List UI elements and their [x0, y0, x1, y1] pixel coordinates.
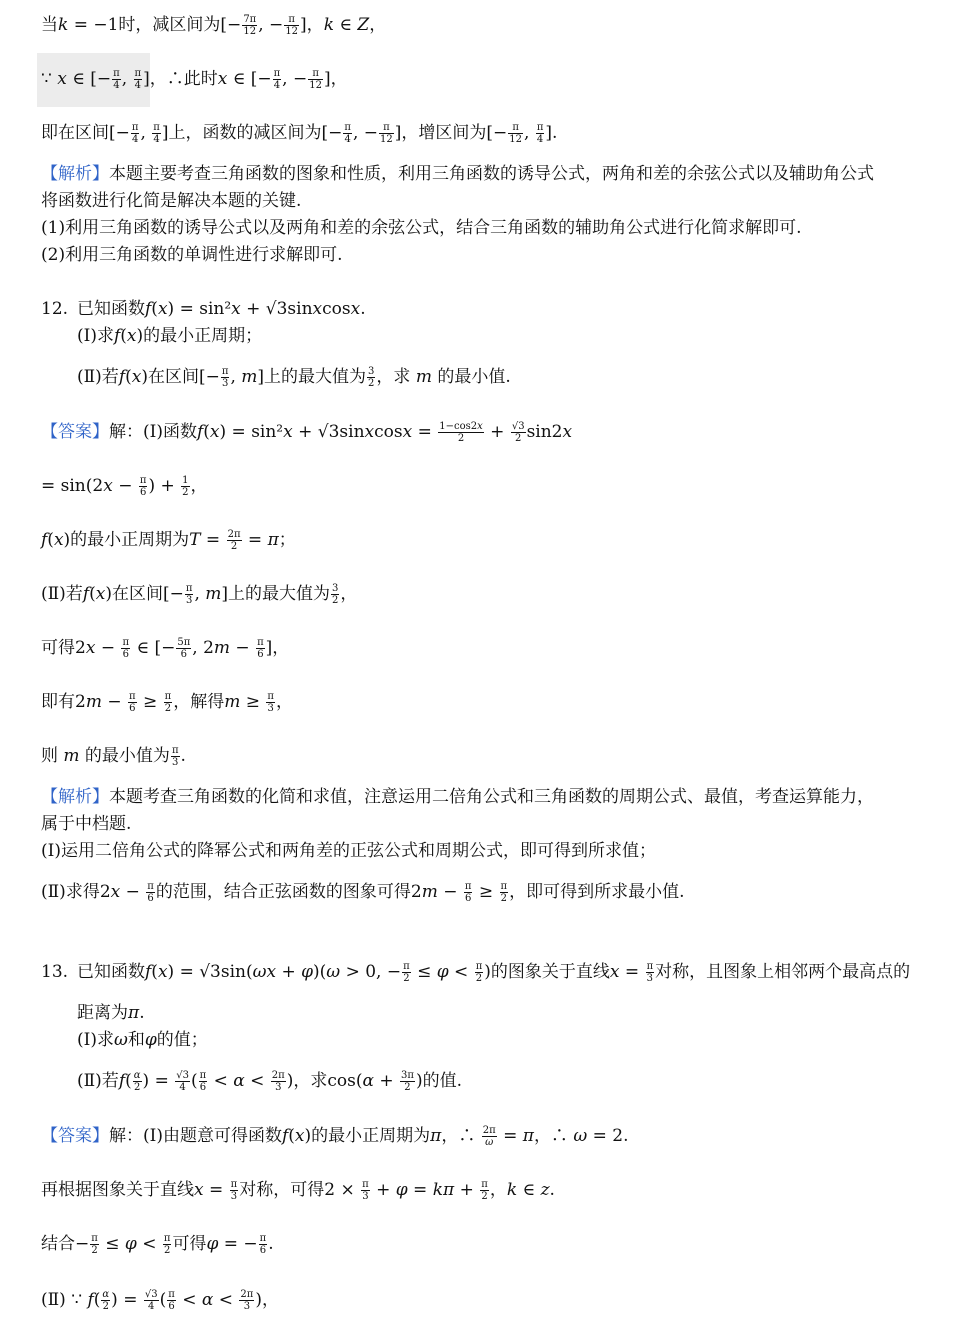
answer-line: 再根据图象关于直线x = $\frac{\pi}{3}$ 对称，可得2 × $\frac{\pi}{3}$ + φ = kπ + $\frac{\pi}{2}$ ，k ∈ z.: [41, 1179, 555, 1202]
analysis-line: [41, 162, 874, 186]
answer-line: 可得2x − $\frac{\pi}{6}$ ∈ [− $\frac{5\pi}{6}$ , 2m − $\frac{\pi}{6}$ ]，: [41, 637, 290, 660]
answer-line: = sin(2x − $\frac{\pi}{6}$ ) + $\frac{1}{2}$ ，: [41, 475, 208, 498]
analysis-line: (Ⅱ)求得2x − $\frac{\pi}{6}$ 的范围，结合正弦函数的图象可得2m − $\frac{\pi}{6}$ ≥ $\frac{\pi}{2}$ ，即可得到所求最小值.: [41, 881, 685, 904]
question-13-stem: 距离为π.: [77, 1003, 145, 1023]
question-13-stem: 13. 已知函数f(x) = √3sin(ωx + φ)(ω > 0, − $\frac{\pi}{2}$ ≤ φ < $\frac{\pi}{2}$ )的图象关于直线x = $\frac{\pi}{3}$ 对称，且图象上相邻两个最高点的: [41, 961, 911, 984]
answer-line: (Ⅱ) ∵ f( $\frac{\alpha}{2}$ ) = $\frac{√3}{4}$ ( $\frac{\pi}{6}$ < α < $\frac{2\pi}{3}$ )，: [41, 1289, 279, 1312]
answer-tag: 【答案】: [41, 422, 109, 442]
answer-line: 即有2m − $\frac{\pi}{6}$ ≥ $\frac{\pi}{2}$ ，解得m ≥ $\frac{\pi}{3}$ ，: [41, 691, 293, 714]
analysis-line: (1)利用三角函数的诱导公式以及两角和差的余弦公式，结合三角函数的辅助角公式进行化简求解即可.: [41, 218, 802, 238]
analysis-tag: 【解析】: [41, 164, 109, 184]
question-12-stem: 12. 已知函数f(x) = sin²x + √3sinxcosx.: [41, 299, 366, 319]
answer-line: f(x)的最小正周期为T = $\frac{2\pi}{2}$ = π；: [41, 529, 296, 552]
question-12-part-1: (Ⅰ)求f(x)的最小正周期；: [77, 326, 263, 346]
answer-line: (Ⅱ)若f(x)在区间[− $\frac{\pi}{3}$ , m]上的最大值为 $\frac{3}{2}$ ，: [41, 583, 358, 606]
analysis-tag: 【解析】: [41, 787, 109, 807]
question-13-part-2: (Ⅱ)若f( $\frac{\alpha}{2}$ ) = $\frac{√3}{4}$ ( $\frac{\pi}{6}$ < α < $\frac{2\pi}{3}$ )，求cos(α + $\frac{3\pi}{2}$ )的值.: [77, 1070, 462, 1093]
text-line: 当k = −1时，减区间为[− $\frac{7\pi}{12}$ , − $\frac{\pi}{12}$ ]，k ∈ Z，: [41, 14, 387, 37]
analysis-line: [41, 785, 874, 809]
question-number: 12.: [41, 299, 69, 319]
analysis-text: 本题主要考查三角函数的图象和性质，利用三角函数的诱导公式，两角和差的余弦公式以及辅助角公式: [109, 164, 874, 184]
answer-tag: 【答案】: [41, 1126, 109, 1146]
text-line: 即在区间[− $\frac{\pi}{4}$ , $\frac{\pi}{4}$ ]上，函数的减区间为[− $\frac{\pi}{4}$ , − $\frac{\pi}{12}$ ]，增区间为[− $\frac{\pi}{12}$ , $\frac{\pi}{4}$ ].: [41, 122, 558, 145]
answer-line: 【答案】解：(Ⅰ)函数f(x) = sin²x + √3sinxcosx = $\frac{1-\cos 2x}{2}$ + $\frac{√3}{2}$ sin2x: [41, 421, 573, 444]
analysis-line: 将函数进行化简是解决本题的关键.: [41, 191, 302, 211]
answer-line: 结合− $\frac{\pi}{2}$ ≤ φ < $\frac{\pi}{2}$ 可得φ = − $\frac{\pi}{6}$ .: [41, 1233, 274, 1256]
question-12-part-2: (Ⅱ)若f(x)在区间[− $\frac{\pi}{3}$ , m]上的最大值为 $\frac{3}{2}$ ，求 m 的最小值.: [77, 366, 511, 389]
analysis-text: 本题考查三角函数的化简和求值，注意运用二倍角公式和三角函数的周期公式、最值，考查运算能力，: [109, 787, 874, 807]
question-13-part-1: (Ⅰ)求ω和φ的值；: [77, 1030, 208, 1050]
answer-line: 【答案】解：(Ⅰ)由题意可得函数f(x)的最小正周期为π，∴ $\frac{2\pi}{\omega}$ = π，∴ ω = 2.: [41, 1125, 629, 1148]
answer-line: 则 m 的最小值为 $\frac{\pi}{3}$ .: [41, 745, 186, 768]
analysis-line: 属于中档题.: [41, 814, 132, 834]
analysis-line: (2)利用三角函数的单调性进行求解即可.: [41, 245, 343, 265]
analysis-line: (Ⅰ)运用二倍角公式的降幂公式和两角差的正弦公式和周期公式，即可得到所求值；: [41, 841, 656, 861]
question-number: 13.: [41, 962, 69, 982]
text-line: ∵ x ∈ [− $\frac{\pi}{4}$ , $\frac{\pi}{4}$ ]，∴此时x ∈ [− $\frac{\pi}{4}$ , − $\frac{\pi}{12}$ ]，: [41, 68, 348, 91]
